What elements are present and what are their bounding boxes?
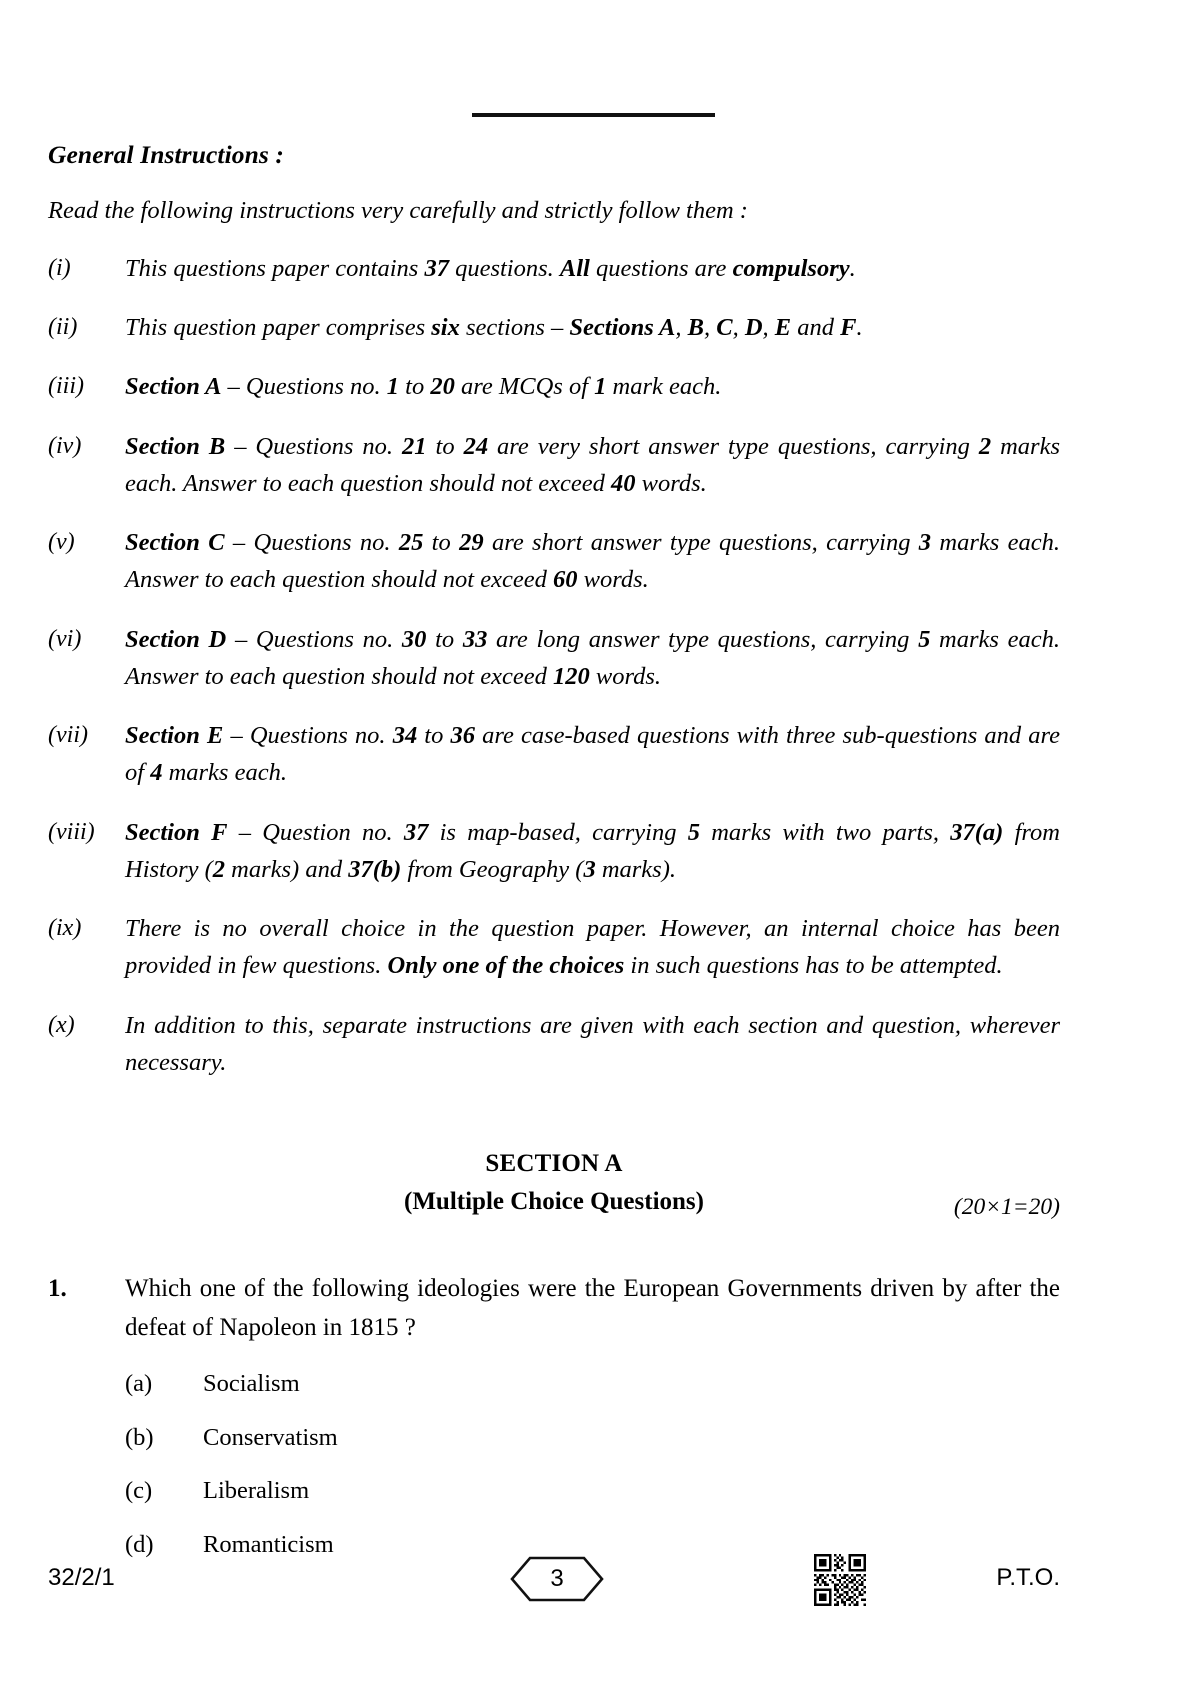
instruction-emphasis: Sections A: [569, 314, 676, 342]
instruction-fragment: to: [417, 722, 451, 750]
instruction-emphasis: F: [840, 314, 857, 342]
instruction-number: (vii): [48, 722, 88, 749]
instruction-fragment: ,: [762, 314, 775, 342]
instruction-emphasis: 1: [594, 373, 607, 401]
instruction-emphasis: 30: [401, 625, 427, 653]
instruction-fragment: sections –: [459, 314, 570, 342]
instruction-fragment: marks each.: [162, 759, 287, 787]
page-content: [48, 140, 1060, 1581]
qr-code-glyph: [814, 1554, 866, 1606]
option-label: (b): [125, 1423, 154, 1451]
instruction-item: [48, 717, 1060, 791]
instruction-fragment: – Questions no.: [223, 722, 393, 750]
instruction-item: [48, 621, 1060, 695]
instruction-fragment: – Questions no.: [225, 432, 403, 460]
instruction-fragment: There is no overall choice in the question paper. However, an internal choice has been provided in few questions.: [125, 915, 1060, 980]
instruction-emphasis: 36: [450, 722, 475, 750]
instruction-text: [125, 250, 1060, 287]
instruction-text: [125, 717, 1060, 791]
instruction-fragment: in such questions has to be attempted.: [624, 952, 1003, 980]
instruction-emphasis: 21: [402, 432, 427, 460]
instruction-emphasis: six: [431, 314, 460, 342]
instruction-emphasis: All: [559, 255, 590, 282]
instruction-emphasis: Only one of the choices: [387, 952, 625, 980]
instruction-fragment: .: [849, 255, 856, 282]
instruction-text: [125, 814, 1060, 888]
instruction-emphasis: 60: [552, 566, 578, 594]
questions-list: [48, 1269, 1060, 1564]
instruction-emphasis: Section B: [125, 432, 226, 460]
section-title: SECTION A: [485, 1149, 623, 1177]
instruction-fragment: to: [426, 625, 463, 653]
instruction-emphasis: Section F: [125, 818, 228, 846]
section-marks-note: (20×1=20): [953, 1193, 1060, 1220]
question-number: 1.: [48, 1274, 67, 1302]
instruction-emphasis: 29: [459, 529, 484, 557]
section-subtitle: (Multiple Choice Questions): [404, 1187, 704, 1215]
instruction-item: [48, 1007, 1060, 1081]
instruction-emphasis: Section E: [125, 722, 224, 750]
header-divider-rule: [472, 113, 715, 117]
instruction-fragment: marks).: [595, 855, 676, 883]
instruction-fragment: is map-based, carrying: [428, 818, 688, 846]
section-heading-block: [48, 1145, 1060, 1221]
instruction-fragment: to: [426, 432, 464, 460]
instruction-emphasis: 4: [150, 759, 163, 787]
instruction-emphasis: 20: [430, 373, 455, 401]
instruction-emphasis: 2: [212, 855, 226, 883]
option-item[interactable]: [125, 1473, 1060, 1510]
option-label: (d): [125, 1531, 154, 1559]
instruction-fragment: – Questions no.: [226, 625, 402, 653]
instruction-fragment: questions are: [589, 255, 733, 282]
instruction-fragment: to: [423, 529, 460, 557]
instruction-emphasis: Section C: [125, 529, 225, 557]
general-instructions-lead: Read the following instructions very carefully and strictly follow them :: [48, 197, 748, 224]
instruction-emphasis: 1: [386, 373, 400, 401]
instruction-fragment: from History (: [125, 818, 1060, 883]
instruction-fragment: questions.: [448, 255, 560, 282]
instruction-number: (ii): [48, 314, 78, 341]
instruction-fragment: – Question no.: [227, 818, 404, 846]
instruction-fragment: are short answer type questions, carrying: [483, 529, 919, 557]
instruction-fragment: words.: [577, 566, 649, 594]
instruction-text: [125, 910, 1060, 984]
instruction-fragment: marks with two parts,: [699, 818, 951, 846]
instruction-emphasis: 5: [687, 818, 700, 846]
instruction-fragment: This question paper comprises: [125, 314, 432, 342]
pto-label: P.T.O.: [996, 1564, 1060, 1591]
instruction-fragment: are case-based questions with three sub-questions and are of: [125, 722, 1060, 787]
instruction-fragment: marks each. Answer to each question should not exceed: [125, 529, 1060, 594]
instruction-fragment: .: [856, 314, 863, 342]
instruction-item: [48, 368, 1060, 405]
instructions-list: [48, 250, 1060, 1081]
instruction-fragment: marks each. Answer to each question should not exceed: [125, 625, 1060, 690]
instruction-emphasis: 37: [403, 818, 429, 846]
instruction-number: (iv): [48, 432, 82, 459]
instruction-fragment: and: [791, 314, 841, 342]
instruction-fragment: words.: [589, 662, 661, 690]
paper-code: 32/2/1: [48, 1564, 115, 1591]
question-text: Which one of the following ideologies were the European Governments driven by after the defeat of Napoleon in 1815 ?: [125, 1274, 1060, 1342]
instruction-emphasis: Section A: [125, 373, 222, 401]
instruction-fragment: – Questions no.: [224, 529, 399, 557]
instruction-emphasis: 33: [462, 625, 488, 653]
instruction-emphasis: D: [744, 314, 763, 342]
option-label: (a): [125, 1369, 153, 1397]
instruction-fragment: are very short answer type questions, carrying: [488, 432, 979, 460]
instruction-emphasis: B: [687, 314, 704, 342]
instruction-text: [125, 1007, 1060, 1081]
instruction-item: [48, 814, 1060, 888]
instruction-fragment: words.: [635, 469, 707, 497]
instruction-number: (vi): [48, 625, 82, 652]
instruction-emphasis: C: [716, 314, 733, 342]
instruction-text: [125, 621, 1060, 695]
instruction-text: [125, 309, 1060, 346]
option-text: Conservatism: [203, 1423, 338, 1451]
instruction-emphasis: 3: [583, 855, 596, 883]
instruction-emphasis: 2: [978, 432, 992, 460]
option-item[interactable]: [125, 1366, 1060, 1403]
instruction-fragment: This questions paper contains: [125, 255, 425, 282]
instruction-emphasis: 40: [611, 469, 636, 497]
question-block: [48, 1269, 1060, 1564]
instruction-fragment: marks) and: [225, 855, 349, 883]
instruction-emphasis: 37: [424, 255, 449, 282]
instruction-item: [48, 910, 1060, 984]
option-list: [125, 1366, 1060, 1564]
qr-code: [814, 1554, 866, 1606]
instruction-text: [125, 368, 1060, 405]
instruction-text: [125, 428, 1060, 502]
instruction-number: (x): [48, 1011, 75, 1038]
option-label: (c): [125, 1477, 153, 1505]
instruction-number: (ix): [48, 915, 82, 942]
option-text: Liberalism: [203, 1477, 310, 1505]
instruction-emphasis: 37(a): [950, 818, 1004, 846]
instruction-item: [48, 428, 1060, 502]
page-number: 3: [550, 1565, 564, 1592]
instruction-emphasis: 25: [398, 529, 424, 557]
general-instructions-title: General Instructions :: [48, 140, 284, 169]
instruction-emphasis: 37(b): [348, 855, 402, 883]
instruction-fragment: In addition to this, separate instructions are given with each section and question, wherever necessary.: [125, 1011, 1060, 1076]
option-text: Romanticism: [203, 1531, 334, 1559]
instruction-fragment: are long answer type questions, carrying: [487, 625, 919, 653]
option-text: Socialism: [203, 1369, 300, 1397]
instruction-emphasis: E: [774, 314, 792, 342]
instruction-fragment: to: [399, 373, 431, 401]
instruction-fragment: ,: [732, 314, 745, 342]
instruction-emphasis: 5: [918, 625, 931, 653]
instruction-number: (iii): [48, 373, 84, 400]
instruction-emphasis: compulsory: [732, 255, 850, 282]
instruction-emphasis: 3: [918, 529, 932, 557]
instruction-item: [48, 524, 1060, 598]
instruction-number: (v): [48, 529, 75, 556]
instruction-fragment: ,: [675, 314, 688, 342]
instruction-item: [48, 309, 1060, 346]
instruction-fragment: are MCQs of: [454, 373, 595, 401]
option-item[interactable]: [125, 1420, 1060, 1457]
instruction-item: [48, 250, 1060, 287]
page-number-badge: [510, 1556, 604, 1602]
instruction-number: (i): [48, 255, 71, 281]
instruction-fragment: ,: [703, 314, 717, 342]
instruction-text: [125, 524, 1060, 598]
instruction-fragment: – Questions no.: [221, 373, 387, 401]
instruction-emphasis: 34: [392, 722, 418, 750]
instruction-fragment: mark each.: [606, 373, 722, 401]
instruction-fragment: from Geography (: [401, 855, 584, 883]
question-row: [48, 1269, 1060, 1348]
instruction-emphasis: 120: [552, 662, 590, 690]
instruction-fragment: marks each. Answer to each question should not exceed: [125, 432, 1060, 497]
instruction-number: (viii): [48, 818, 95, 845]
instruction-emphasis: 24: [463, 432, 489, 460]
instruction-emphasis: Section D: [125, 625, 227, 653]
page-footer: [48, 1556, 1060, 1616]
